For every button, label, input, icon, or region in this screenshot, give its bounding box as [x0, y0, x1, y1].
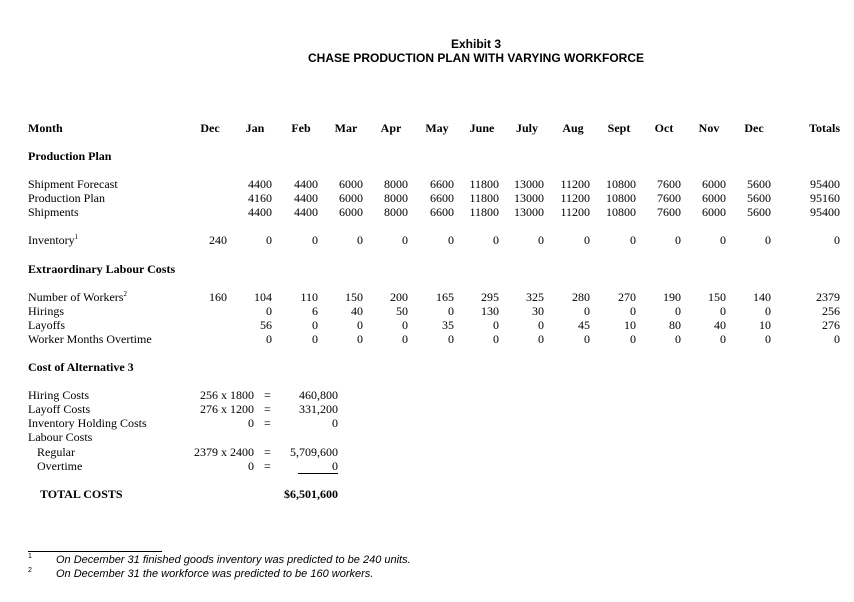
month-header-10: Oct	[654, 121, 674, 135]
labour-cell: 40	[351, 304, 363, 318]
production-plan-cell: 7600	[657, 205, 681, 219]
hiring-costs-label: Hiring Costs	[28, 388, 90, 402]
inventory-cell: 0	[630, 233, 636, 247]
layoff-calc: 276 x 1200	[200, 402, 254, 416]
inventory-cell: 0	[765, 233, 771, 247]
production-plan-cell: 13000	[514, 191, 544, 205]
labour-cell: 0	[266, 332, 272, 346]
footnote-divider	[28, 551, 162, 552]
production-plan-cell: 4400	[248, 177, 272, 191]
footnote-2-mark: 2	[28, 567, 32, 574]
holding-costs-label: Inventory Holding Costs	[28, 416, 147, 430]
labour-cell: 0	[720, 332, 726, 346]
inventory-cell: 0	[266, 233, 272, 247]
labour-cell: 0	[630, 332, 636, 346]
holding-amount: 0	[332, 416, 338, 430]
cost-title: Cost of Alternative 3	[28, 360, 134, 374]
labour-cell: 200	[390, 290, 408, 304]
regular-calc: 2379 x 2400	[194, 445, 254, 459]
overtime-eq: =	[264, 459, 271, 473]
month-header-2: Feb	[291, 121, 311, 135]
production-plan-cell: 11200	[560, 177, 590, 191]
month-header-7: July	[515, 121, 538, 135]
labour-total: 276	[822, 318, 840, 332]
production-plan-cell: 5600	[747, 191, 771, 205]
month-header-3: Mar	[334, 121, 358, 135]
inventory-label: Inventory$^1$	[28, 233, 79, 247]
labour-cell: 45	[578, 318, 590, 332]
production-plan-cell: 8000	[384, 205, 408, 219]
inventory-cell: 0	[720, 233, 726, 247]
production-plan-cell: 6600	[430, 177, 454, 191]
labour-cell: 160	[209, 290, 227, 304]
month-header-6: June	[469, 121, 495, 135]
month-header-11: Nov	[698, 121, 720, 135]
labour-cell: 0	[720, 304, 726, 318]
labour-cell: 270	[618, 290, 636, 304]
labour-cell: 0	[538, 318, 544, 332]
labour-cell: 0	[493, 332, 499, 346]
footnote-1: On December 31 finished goods inventory was predicted to be 240 units.	[56, 554, 411, 566]
production-plan-cell: 4400	[294, 177, 318, 191]
inventory-cell: 0	[493, 233, 499, 247]
regular-eq: =	[264, 445, 271, 459]
footnote-2: On December 31 the workforce was predicted to be 160 workers.	[56, 568, 374, 580]
labour-label-1: Hirings	[28, 304, 64, 318]
regular-amount: 5,709,600	[290, 445, 338, 459]
production-plan-cell: 6000	[702, 191, 726, 205]
labour-cell: 0	[402, 318, 408, 332]
hiring-calc: 256 x 1800	[200, 388, 254, 402]
production-plan-cell: 4400	[248, 205, 272, 219]
inventory-cell: 0	[402, 233, 408, 247]
overtime-calc: 0	[248, 459, 254, 473]
labour-cell: 56	[260, 318, 272, 332]
layoff-amount: 331,200	[299, 402, 338, 416]
inventory-cell: 0	[357, 233, 363, 247]
production-plan-total: 95400	[810, 177, 840, 191]
labour-cell: 0	[357, 318, 363, 332]
production-plan-cell: 8000	[384, 191, 408, 205]
labour-cell: 0	[765, 332, 771, 346]
totals-header: Totals	[809, 121, 840, 135]
labour-cell: 40	[714, 318, 726, 332]
labour-cell: 150	[345, 290, 363, 304]
month-header-8: Aug	[562, 121, 584, 135]
inventory-cell: 0	[448, 233, 454, 247]
labour-cell: 150	[708, 290, 726, 304]
total-costs-label: TOTAL COSTS	[40, 487, 123, 501]
month-header-4: Apr	[380, 121, 402, 135]
month-header-9: Sept	[607, 121, 631, 135]
production-plan-cell: 6000	[702, 177, 726, 191]
production-plan-cell: 13000	[514, 177, 544, 191]
labour-cell: 295	[481, 290, 499, 304]
month-header: Month	[28, 121, 63, 135]
labour-cell: 0	[266, 304, 272, 318]
labour-label-2: Layoffs	[28, 318, 66, 332]
production-plan-cell: 4400	[294, 205, 318, 219]
labour-total: 2379	[816, 290, 840, 304]
labour-cell: 10	[759, 318, 771, 332]
production-plan-cell: 6000	[339, 191, 363, 205]
inventory-cell: 0	[675, 233, 681, 247]
labour-cell: 280	[572, 290, 590, 304]
production-plan-cell: 10800	[606, 205, 636, 219]
labour-cell: 6	[312, 304, 318, 318]
labour-cell: 140	[753, 290, 771, 304]
production-plan-cell: 10800	[606, 177, 636, 191]
labour-label-3: Worker Months Overtime	[28, 332, 152, 346]
inventory-cell: 0	[312, 233, 318, 247]
labour-cell: 0	[493, 318, 499, 332]
production-plan-total: 95400	[810, 205, 840, 219]
production-plan-cell: 5600	[747, 177, 771, 191]
labour-cell: 35	[442, 318, 454, 332]
labour-cell: 0	[675, 304, 681, 318]
footnote-1-mark: 1	[28, 553, 32, 560]
labour-cell: 190	[663, 290, 681, 304]
labour-cell: 165	[436, 290, 454, 304]
labour-cell: 10	[624, 318, 636, 332]
overtime-amount: 0	[298, 459, 338, 474]
production-plan-label-0: Shipment Forecast	[28, 177, 118, 191]
labour-cell: 0	[448, 332, 454, 346]
labour-cell: 50	[396, 304, 408, 318]
production-plan-cell: 11800	[469, 205, 499, 219]
production-plan-cell: 4160	[248, 191, 272, 205]
hiring-eq: =	[264, 388, 271, 402]
production-plan-cell: 6000	[339, 177, 363, 191]
production-plan-cell: 8000	[384, 177, 408, 191]
labour-cell: 325	[526, 290, 544, 304]
production-plan-cell: 5600	[747, 205, 771, 219]
labour-cell: 0	[312, 318, 318, 332]
layoff-costs-label: Layoff Costs	[28, 402, 91, 416]
hiring-amount: 460,800	[299, 388, 338, 402]
labour-cell: 0	[584, 332, 590, 346]
production-plan-cell: 11800	[469, 177, 499, 191]
production-plan-cell: 4400	[294, 191, 318, 205]
production-plan-label-2: Shipments	[28, 205, 79, 219]
production-plan-cell: 11800	[469, 191, 499, 205]
labour-cell: 0	[765, 304, 771, 318]
production-plan-cell: 7600	[657, 177, 681, 191]
labour-cell: 0	[675, 332, 681, 346]
overtime-label: Overtime	[37, 459, 83, 473]
labour-cell: 0	[538, 332, 544, 346]
labour-label-0: Number of Workers$^2$	[28, 290, 127, 304]
inventory-cell: 0	[538, 233, 544, 247]
labour-cell: 0	[584, 304, 590, 318]
holding-eq: =	[264, 416, 271, 430]
production-plan-cell: 11200	[560, 191, 590, 205]
labour-total: 256	[822, 304, 840, 318]
inventory-cell: 240	[209, 233, 227, 247]
production-plan-cell: 6000	[702, 205, 726, 219]
production-plan-cell: 7600	[657, 191, 681, 205]
labour-cell: 104	[254, 290, 272, 304]
holding-calc: 0	[248, 416, 254, 430]
labour-cell: 0	[448, 304, 454, 318]
production-plan-cell: 11200	[560, 205, 590, 219]
total-costs-amount: $6,501,600	[284, 487, 338, 501]
exhibit-number: Exhibit 3	[450, 37, 501, 51]
production-plan-cell: 6600	[430, 205, 454, 219]
labour-cell: 110	[300, 290, 318, 304]
production-plan-label-1: Production Plan	[28, 191, 105, 205]
production-plan-title: Production Plan	[28, 149, 112, 163]
labour-costs-title: Extraordinary Labour Costs	[28, 262, 176, 276]
regular-label: Regular	[37, 445, 75, 459]
labour-cell: 0	[402, 332, 408, 346]
labour-cell: 0	[357, 332, 363, 346]
production-plan-cell: 10800	[606, 191, 636, 205]
month-header-1: Jan	[245, 121, 265, 135]
month-header-12: Dec	[744, 121, 764, 135]
month-header-5: May	[425, 121, 449, 135]
labour-total: 0	[834, 332, 840, 346]
layoff-eq: =	[264, 402, 271, 416]
production-plan-cell: 6000	[339, 205, 363, 219]
inventory-total: 0	[834, 233, 840, 247]
inventory-cell: 0	[584, 233, 590, 247]
production-plan-cell: 6600	[430, 191, 454, 205]
labour-cell: 130	[481, 304, 499, 318]
labour-cell: 30	[532, 304, 544, 318]
production-plan-total: 95160	[810, 191, 840, 205]
labour-costs-label: Labour Costs	[28, 430, 93, 444]
page-title: CHASE PRODUCTION PLAN WITH VARYING WORKFORCE	[308, 51, 644, 65]
month-header-0: Dec	[200, 121, 220, 135]
labour-cell: 80	[669, 318, 681, 332]
labour-cell: 0	[630, 304, 636, 318]
production-plan-cell: 13000	[514, 205, 544, 219]
labour-cell: 0	[312, 332, 318, 346]
